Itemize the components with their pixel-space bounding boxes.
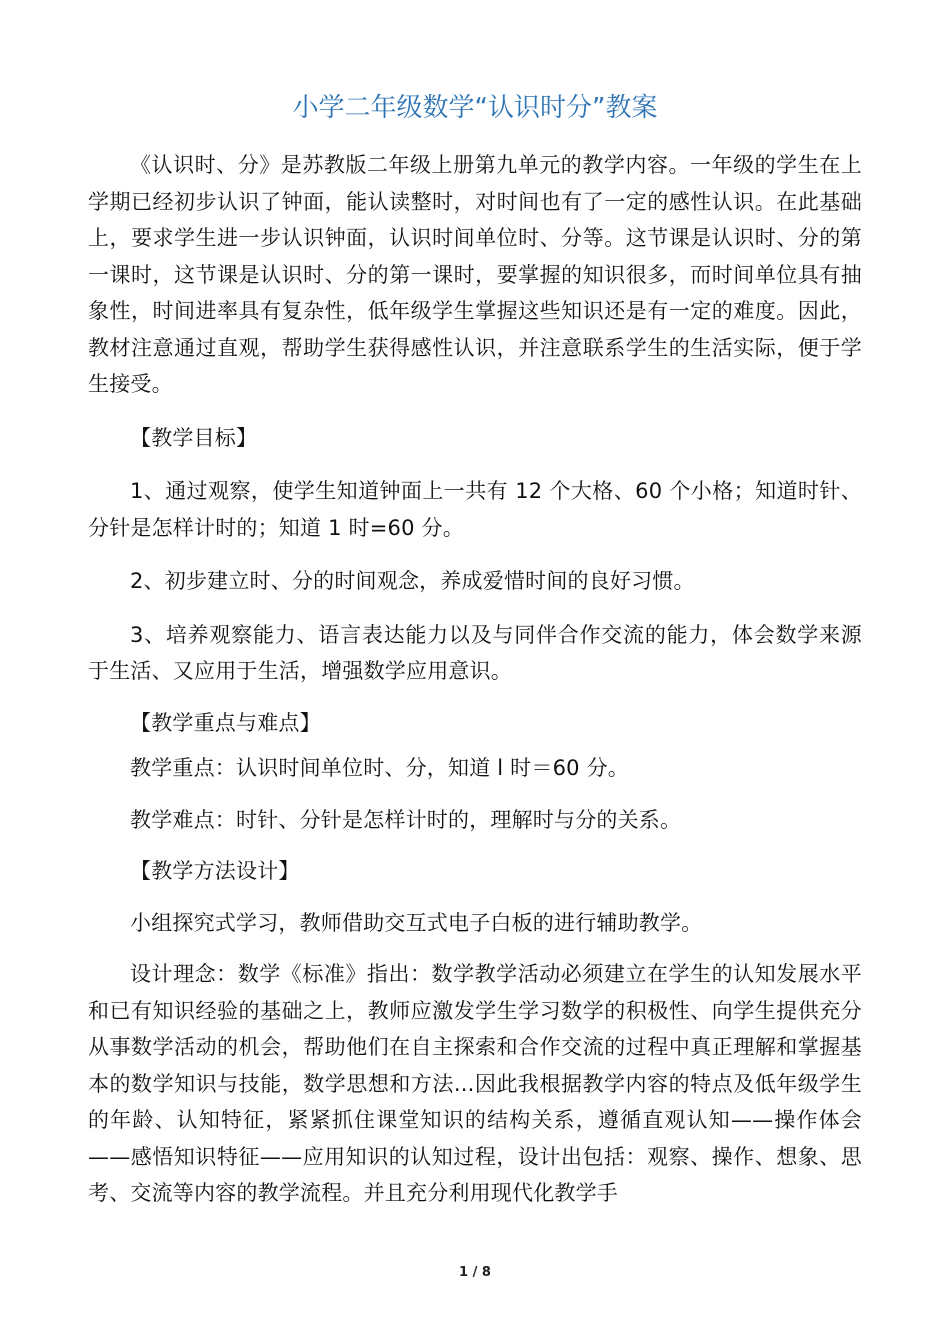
objectives-heading: 【教学目标】 bbox=[130, 425, 258, 450]
difficulty-paragraph: 教学难点：时针、分针是怎样计时的，理解时与分的关系。 bbox=[130, 807, 682, 832]
key-points-heading: 【教学重点与难点】 bbox=[130, 710, 321, 735]
document-title: 小学二年级数学“认识时分”教案 bbox=[292, 93, 658, 123]
method-paragraph: 小组探究式学习，教师借助交互式电子白板的进行辅助教学。 bbox=[130, 910, 703, 935]
page-number: 1 / 8 bbox=[459, 1265, 491, 1280]
design-concept-paragraph: 设计理念：数学《标准》指出：数学教学活动必须建立在学生的认知发展水平和已有知识经验的基础之上，教师应激发学生学习数学的积极性、向学生提供充分从事数学活动的机会，帮助他们在自主探索和合作交流的过程中真正理解和掌握基本的数学知识与技能，数学思想和方法...因此我根据教学内容的特点及低年级学生的年龄、认知特征，紧紧抓住课堂知识的结构关系，遵循直观认知——操作体会——感悟知识特征——应用知识的认知过程，设计出包括：观察、操作、想象、思考、交流等内容的教学流程。并且充分利用现代化教学手 bbox=[88, 962, 862, 1205]
intro-paragraph: 《认识时、分》是苏教版二年级上册第九单元的教学内容。一年级的学生在上学期已经初步认识了钟面，能认读整时，对时间也有了一定的感性认识。在此基础上，要求学生进一步认识钟面，认识时间单位时、分等。这节课是认识时、分的第一课时，这节课是认识时、分的第一课时，要掌握的知识很多，而时间单位具有抽象性，时间进率具有复杂性，低年级学生掌握这些知识还是有一定的难度。因此，教材注意通过直观，帮助学生获得感性认识，并注意联系学生的生活实际，便于学生接受。 bbox=[88, 153, 862, 396]
key-point-paragraph: 教学重点：认识时间单位时、分，知道 l 时＝60 分。 bbox=[130, 756, 629, 780]
objective-2-paragraph: 2、初步建立时、分的时间观念，养成爱惜时间的良好习惯。 bbox=[130, 569, 695, 593]
objective-1-paragraph: 1、通过观察，使学生知道钟面上一共有 12 个大格、60 个小格；知道时针、分针是怎样计时的；知道 1 时=60 分。 bbox=[88, 479, 862, 540]
objective-3-paragraph: 3、培养观察能力、语言表达能力以及与同伴合作交流的能力，体会数学来源于生活、又应用于生活，增强数学应用意识。 bbox=[88, 622, 862, 683]
method-heading: 【教学方法设计】 bbox=[130, 859, 300, 883]
document-body bbox=[88, 147, 862, 1212]
